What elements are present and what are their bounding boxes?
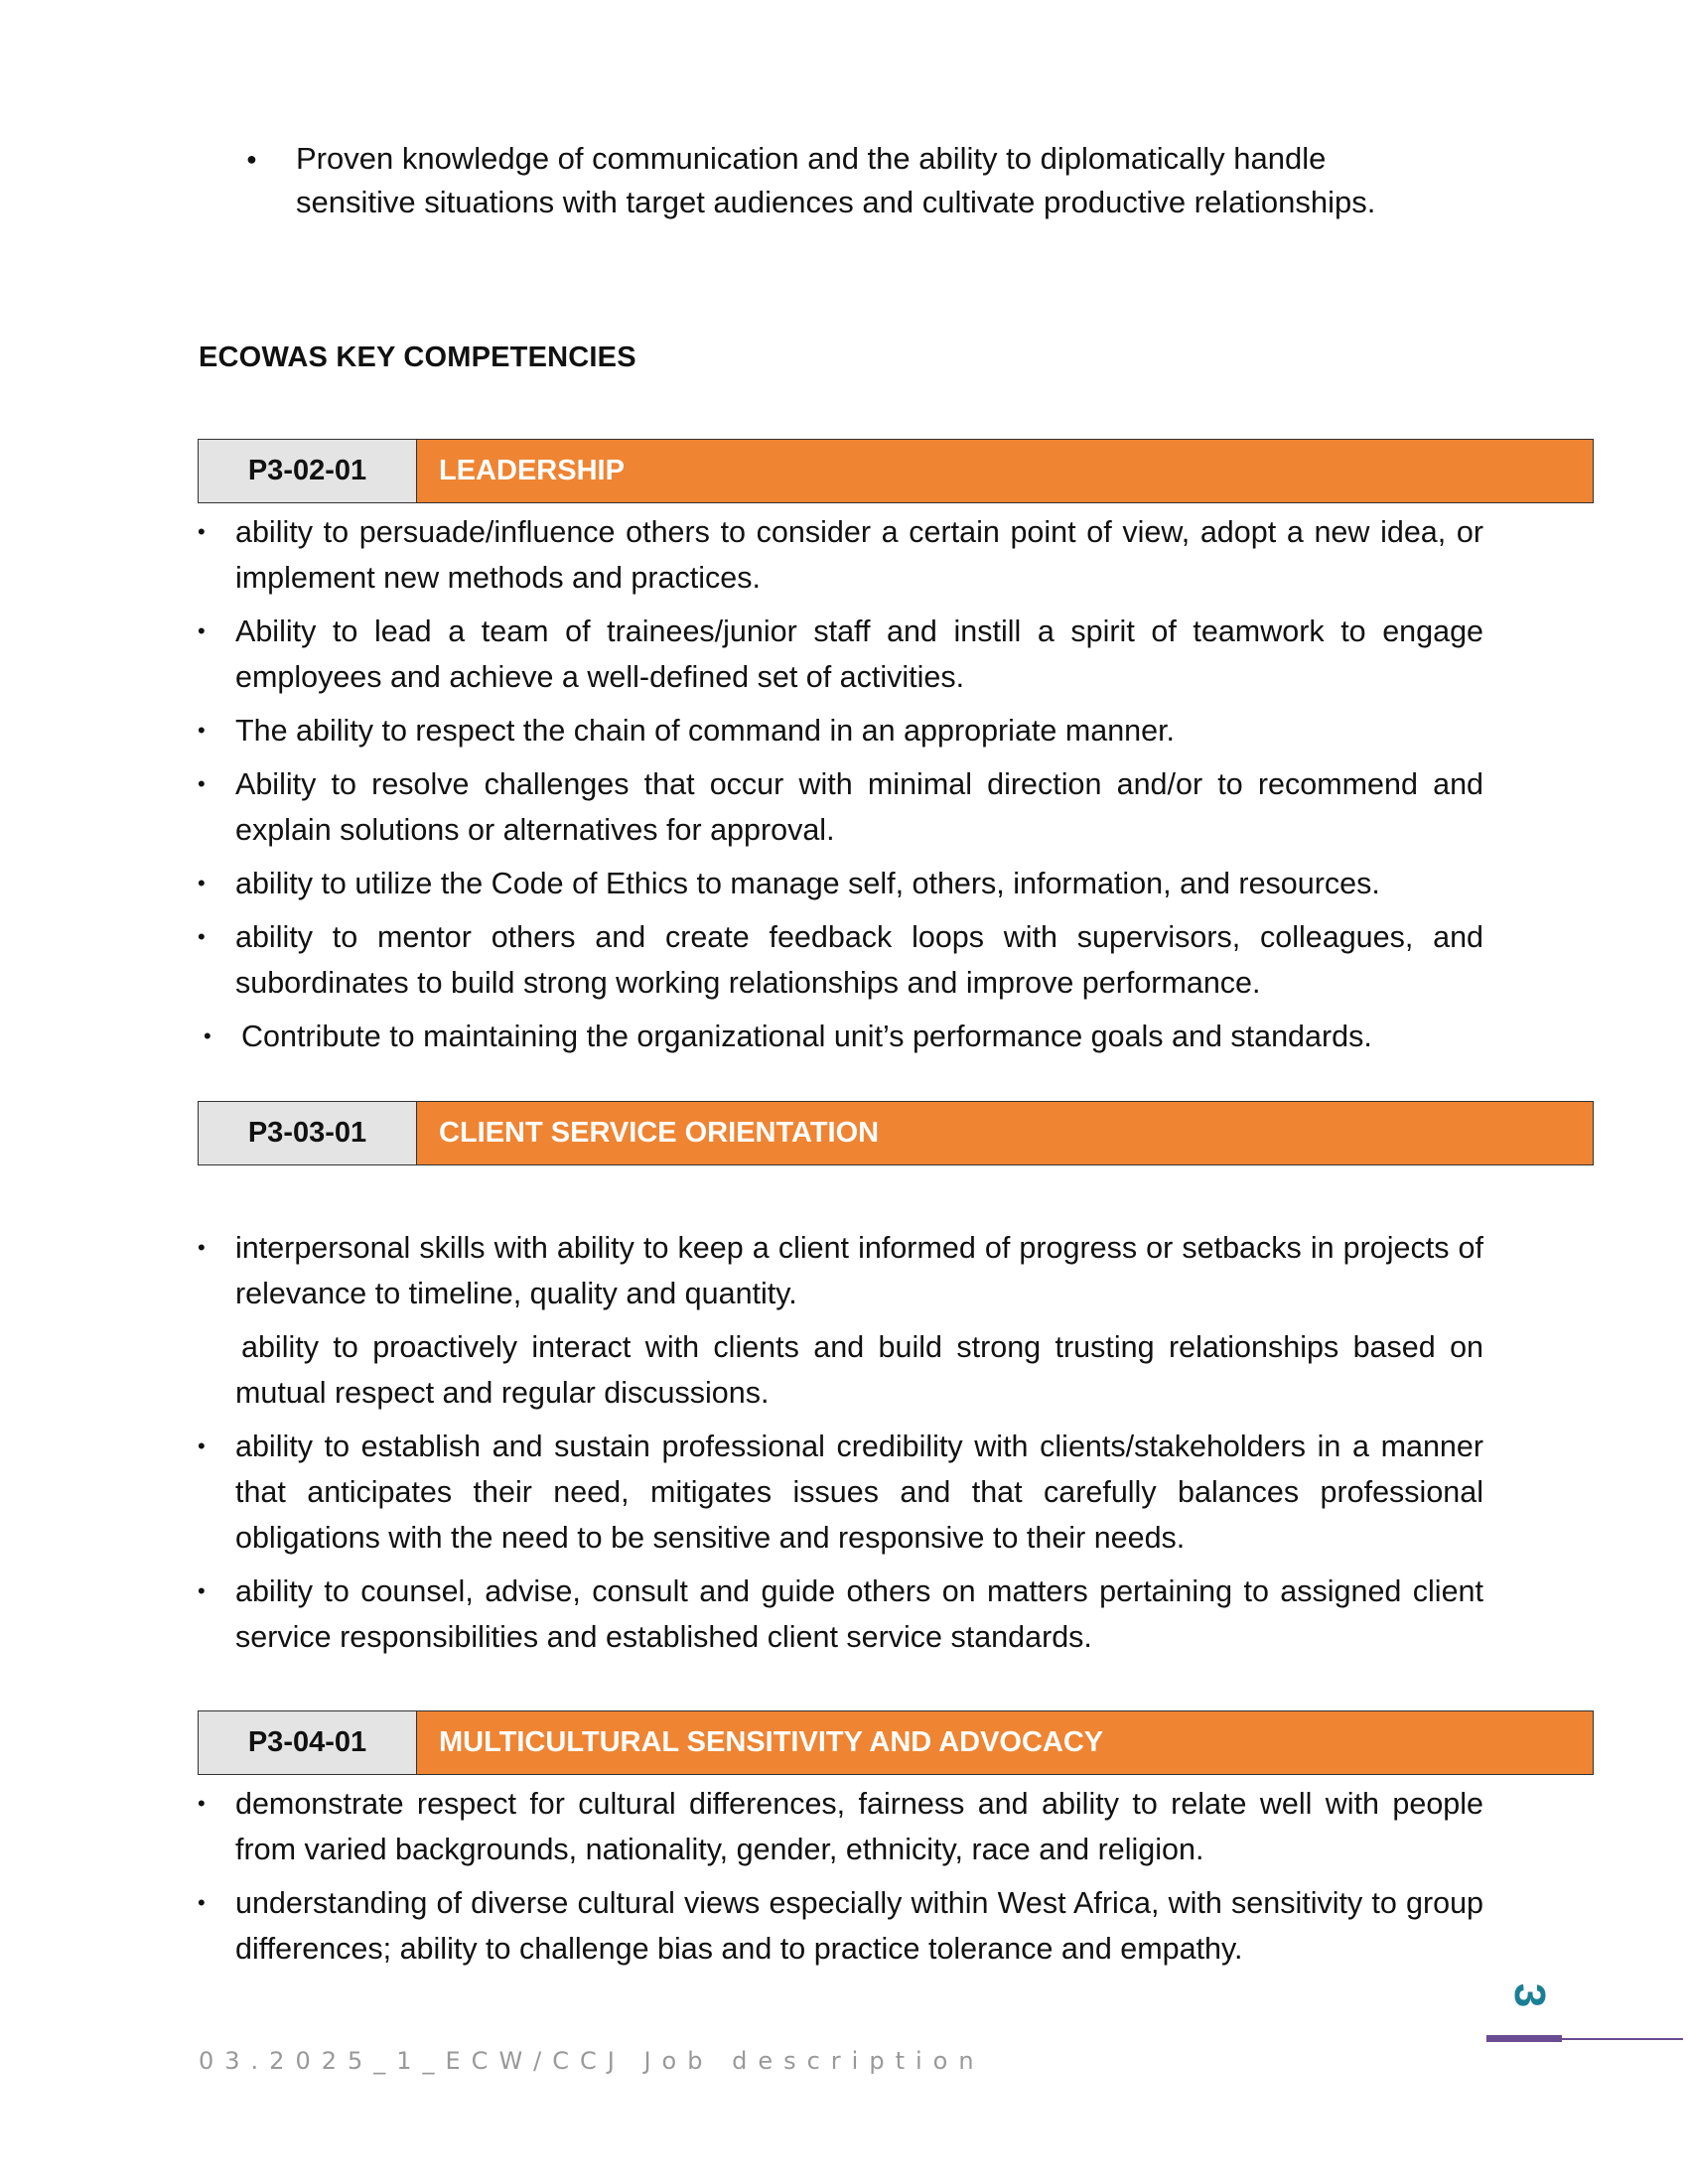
list-item: • understanding of diverse cultural views especially within West Africa, with sensitivity to group differences; ability to challenge bias and to practice tolerance and empathy. bbox=[198, 1880, 1483, 1972]
competency-header-leadership bbox=[198, 439, 1594, 503]
footer-document-id: 03.2025_1_ECW/CCJ Job description bbox=[199, 2047, 985, 2075]
section-heading: ECOWAS KEY COMPETENCIES bbox=[199, 341, 636, 373]
list-item: • ability to persuade/influence others to consider a certain point of view, adopt a new idea, or implement new methods and practices. bbox=[198, 509, 1483, 601]
competency-code: P3-02-01 bbox=[199, 440, 417, 502]
competency-code: P3-03-01 bbox=[199, 1102, 417, 1164]
list-item: ability to proactively interact with clients and build strong trusting relationships based on mutual respect and regular discussions. bbox=[235, 1330, 1483, 1410]
competency-list-client-service bbox=[198, 1225, 1483, 1668]
competency-list-leadership bbox=[198, 509, 1483, 1067]
list-item: • ability to utilize the Code of Ethics to manage self, others, information, and resources. bbox=[198, 861, 1483, 906]
competency-list-multicultural bbox=[198, 1781, 1483, 1979]
competency-title: MULTICULTURAL SENSITIVITY AND ADVOCACY bbox=[417, 1711, 1593, 1774]
list-item: • The ability to respect the chain of command in an appropriate manner. bbox=[198, 708, 1483, 753]
list-item: • ability to establish and sustain professional credibility with clients/stakeholders in a manner that anticipates their need, mitigates issues and that carefully balances professional obligations with the need to be sensitive and responsive to their needs. bbox=[198, 1424, 1483, 1561]
list-item: • Ability to resolve challenges that occur with minimal direction and/or to recommend and explain solutions or alternatives for approval. bbox=[198, 761, 1483, 853]
competency-title: LEADERSHIP bbox=[417, 440, 1593, 502]
footer-rule bbox=[1562, 2038, 1683, 2040]
competency-title: CLIENT SERVICE ORIENTATION bbox=[417, 1102, 1593, 1164]
list-item: • ability to counsel, advise, consult and guide others on matters pertaining to assigned client service responsibilities and established client service standards. bbox=[198, 1569, 1483, 1660]
footer-rule-accent bbox=[1486, 2035, 1562, 2042]
list-item: • Ability to lead a team of trainees/junior staff and instill a spirit of teamwork to engage employees and achieve a well-defined set of activities. bbox=[198, 609, 1483, 700]
list-item: • interpersonal skills with ability to keep a client informed of progress or setbacks in projects of relevance to timeline, quality and quantity. bbox=[198, 1225, 1483, 1316]
competency-header-multicultural bbox=[198, 1710, 1594, 1775]
competency-header-client-service bbox=[198, 1101, 1594, 1165]
list-item: • ability to mentor others and create feedback loops with supervisors, colleagues, and subordinates to build strong working relationships and improve performance. bbox=[198, 914, 1483, 1006]
list-item: • Contribute to maintaining the organizational unit’s performance goals and standards. bbox=[198, 1014, 1483, 1059]
page-number: 3 bbox=[1505, 1982, 1554, 2008]
list-item: ● Proven knowledge of communication and the ability to diplomatically handle sensitive situations with target audiences and cultivate productive relationships. bbox=[246, 137, 1438, 224]
competency-code: P3-04-01 bbox=[199, 1711, 417, 1774]
intro-bullet-list bbox=[246, 137, 1438, 224]
list-item: • demonstrate respect for cultural differences, fairness and ability to relate well with people from varied backgrounds, nationality, gender, ethnicity, race and religion. bbox=[198, 1781, 1483, 1872]
